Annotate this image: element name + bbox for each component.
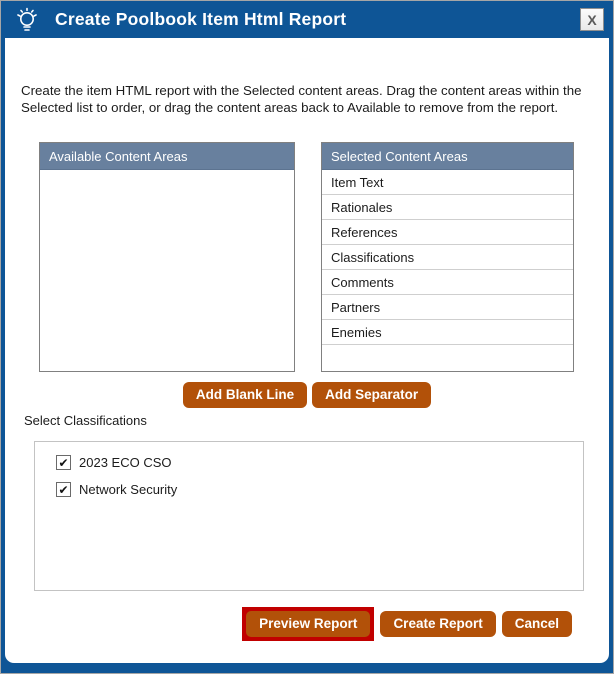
dialog-title: Create Poolbook Item Html Report — [55, 9, 347, 29]
add-blank-line-button[interactable]: Add Blank Line — [183, 382, 307, 408]
classification-option — [35, 476, 583, 503]
list-item[interactable]: Comments — [322, 270, 573, 295]
classification-option-label: 2023 ECO CSO — [79, 455, 172, 470]
middle-button-row — [5, 382, 609, 408]
footer-button-row — [242, 607, 572, 641]
list-item[interactable]: Classifications — [322, 245, 573, 270]
preview-report-highlight — [242, 607, 374, 641]
lightbulb-icon — [12, 5, 42, 35]
selected-panel-list[interactable] — [322, 170, 573, 371]
available-panel-list[interactable] — [40, 170, 294, 371]
cancel-button[interactable]: Cancel — [502, 611, 572, 637]
add-separator-button[interactable]: Add Separator — [312, 382, 431, 408]
available-panel-header: Available Content Areas — [40, 143, 294, 170]
create-report-button[interactable]: Create Report — [380, 611, 495, 637]
selected-content-areas-panel — [321, 142, 574, 372]
available-content-areas-panel — [39, 142, 295, 372]
selected-panel-header: Selected Content Areas — [322, 143, 573, 170]
list-item[interactable]: References — [322, 220, 573, 245]
classifications-box — [34, 441, 584, 591]
select-classifications-label: Select Classifications — [24, 413, 147, 428]
dialog-content — [5, 38, 609, 663]
close-icon[interactable]: X — [580, 8, 604, 31]
instruction-text: Create the item HTML report with the Selected content areas. Drag the content areas within the Selected list to order, or drag the content areas back to Available to remove from the report. — [21, 83, 582, 115]
classification-option-label: Network Security — [79, 482, 178, 497]
checkbox-icon[interactable]: ✔ — [56, 455, 71, 470]
checkbox-icon[interactable]: ✔ — [56, 482, 71, 497]
preview-report-button[interactable]: Preview Report — [246, 611, 370, 637]
list-item[interactable]: Enemies — [322, 320, 573, 345]
list-item[interactable]: Rationales — [322, 195, 573, 220]
titlebar — [1, 1, 613, 38]
list-item[interactable]: Item Text — [322, 170, 573, 195]
list-item[interactable]: Partners — [322, 295, 573, 320]
classification-option — [35, 449, 583, 476]
